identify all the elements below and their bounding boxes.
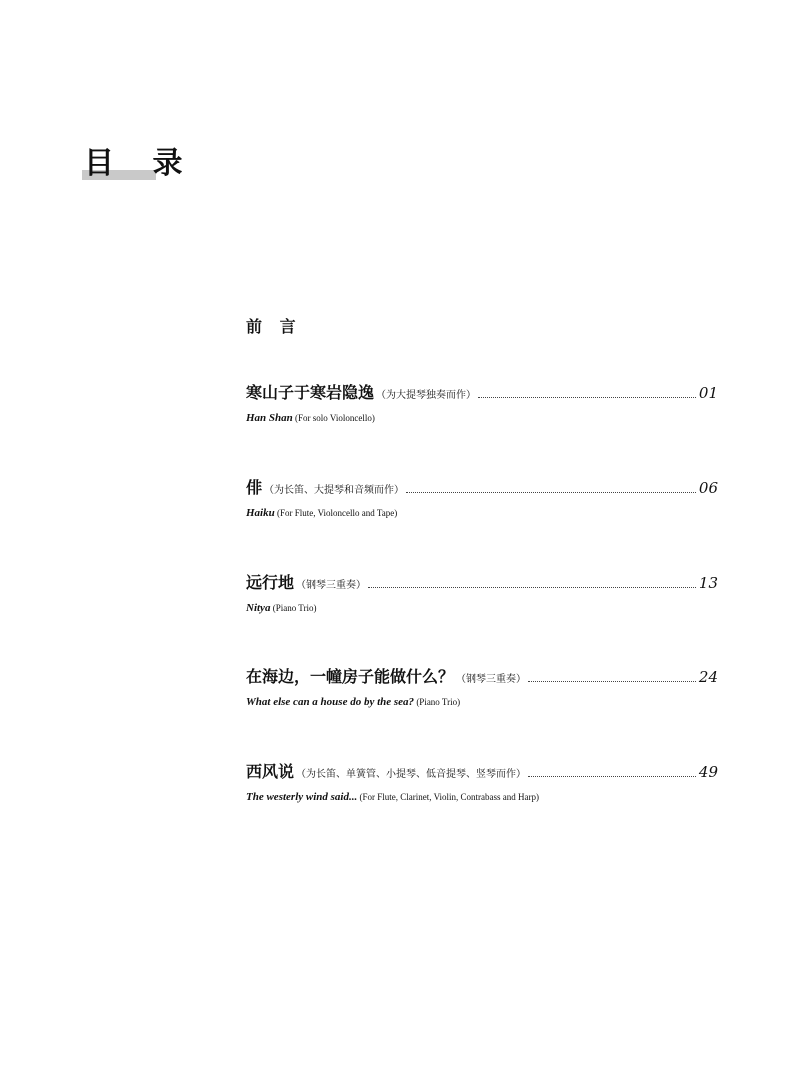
- entry-page-number: 24: [698, 668, 718, 686]
- entry-heading-line: [246, 664, 718, 688]
- entry-english-line: [246, 501, 718, 520]
- entry-heading-line: [246, 380, 718, 404]
- entry-page-number: 13: [698, 574, 718, 592]
- entry-zh-title: 远行地: [246, 573, 295, 592]
- entry-en-title: Nitya: [246, 602, 271, 614]
- entry-page-number: 01: [698, 384, 718, 402]
- entry-heading-line: [246, 570, 718, 594]
- entry-en-subtitle: (For Flute, Violoncello and Tape): [274, 508, 398, 518]
- dot-leader: [406, 491, 696, 493]
- entry-zh-subtitle: （为大提琴独奏而作）: [376, 390, 477, 401]
- entry-english-line: [246, 406, 718, 425]
- toc-entry[interactable]: [246, 759, 718, 804]
- entry-en-title: Haiku: [246, 507, 275, 519]
- entry-english-line: [246, 690, 718, 709]
- dot-leader: [528, 775, 696, 777]
- dot-leader: [528, 680, 696, 682]
- entry-zh-subtitle: （为长笛、大提琴和音频而作）: [264, 485, 405, 496]
- entry-en-title: The westerly wind said...: [246, 791, 358, 803]
- entry-zh-title: 在海边，一幢房子能做什么？: [246, 667, 455, 686]
- page-title: 目 录: [84, 146, 197, 181]
- toc-entry[interactable]: [246, 664, 718, 709]
- dot-leader: [478, 396, 696, 398]
- entry-zh-title: 西风说: [246, 762, 295, 781]
- entry-zh-subtitle: （钢琴三重奏）: [296, 580, 367, 591]
- entry-zh-subtitle: （钢琴三重奏）: [456, 674, 527, 685]
- entry-en-subtitle: (For Flute, Clarinet, Violin, Contrabass and Harp): [357, 792, 540, 802]
- entry-english-line: [246, 596, 718, 615]
- entry-page-number: 49: [698, 763, 718, 781]
- entry-page-number: 06: [698, 479, 718, 497]
- entry-zh-title: 俳: [246, 478, 263, 497]
- entry-en-subtitle: (Piano Trio): [270, 603, 317, 613]
- toc-entry-preface[interactable]: 前 言: [246, 317, 302, 336]
- entry-en-title: What else can a house do by the sea?: [246, 696, 415, 708]
- toc-entry[interactable]: [246, 380, 718, 425]
- entry-zh-title: 寒山子于寒岩隐逸: [246, 383, 375, 402]
- toc-entry[interactable]: [246, 570, 718, 615]
- entry-en-subtitle: (For solo Violoncello): [292, 413, 375, 423]
- entry-en-title: Han Shan: [246, 412, 293, 424]
- dot-leader: [368, 586, 696, 588]
- entry-english-line: [246, 785, 718, 804]
- entry-heading-line: [246, 475, 718, 499]
- toc-entry[interactable]: [246, 475, 718, 520]
- entry-zh-subtitle: （为长笛、单簧管、小提琴、低音提琴、竖琴而作）: [296, 769, 527, 780]
- entry-en-subtitle: (Piano Trio): [414, 697, 461, 707]
- entry-heading-line: [246, 759, 718, 783]
